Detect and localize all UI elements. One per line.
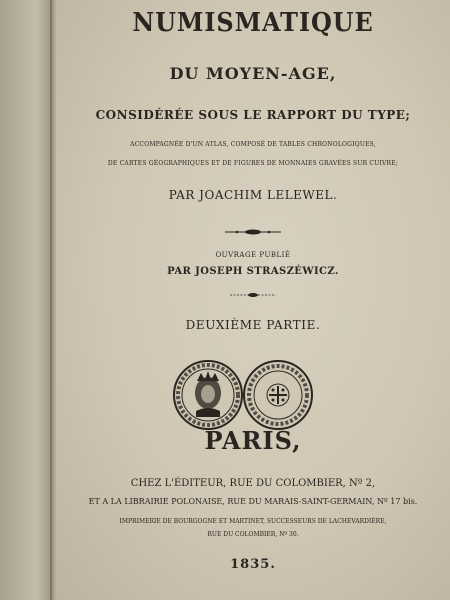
- printer-line-1: IMPRIMERIE DE BOURGOGNE ET MARTINET, SUCCESSEURS DE LACHEVARDIÈRE,: [119, 518, 387, 525]
- atlas-line-2: DE CARTES GÉOGRAPHIQUES ET DE FIGURES DE MONNAIES GRAVÉES SUR CUIVRE;: [107, 160, 399, 167]
- publisher-address-1: CHEZ L'ÉDITEUR, RUE DU COLOMBIER, Nº 2,: [130, 478, 376, 489]
- publisher-person: PAR JOSEPH STRASZÉWICZ.: [167, 266, 339, 277]
- book-subtitle: DU MOYEN-AGE,: [169, 64, 337, 83]
- city-name: PARIS,: [204, 426, 302, 455]
- ornament-rule-bottom: [228, 291, 278, 299]
- ornament-rule-top: [223, 228, 283, 236]
- published-label: OUVRAGE PUBLIÉ: [215, 251, 291, 259]
- publication-year: 1835.: [230, 557, 276, 572]
- book-title: NUMISMATIQUE: [132, 8, 374, 38]
- atlas-line-1: ACCOMPAGNÉE D'UN ATLAS, COMPOSÉ DE TABLES CHRONOLOGIQUES,: [130, 141, 376, 148]
- coin-illustration: [170, 355, 320, 435]
- coin-reverse: [244, 361, 312, 429]
- printer-line-2: RUE DU COLOMBIER, Nº 30.: [207, 531, 299, 538]
- title-page: [56, 0, 450, 600]
- author-line: PAR JOACHIM LELEWEL.: [168, 188, 338, 202]
- coin-obverse: [174, 361, 242, 429]
- part-label: DEUXIÈME PARTIE.: [185, 318, 321, 332]
- type-line: CONSIDÉRÉE SOUS LE RAPPORT DU TYPE;: [95, 108, 411, 122]
- left-page-edge: [0, 0, 52, 600]
- publisher-address-2: ET A LA LIBRAIRIE POLONAISE, RUE DU MARAIS-SAINT-GERMAIN, Nº 17 bis.: [88, 497, 418, 506]
